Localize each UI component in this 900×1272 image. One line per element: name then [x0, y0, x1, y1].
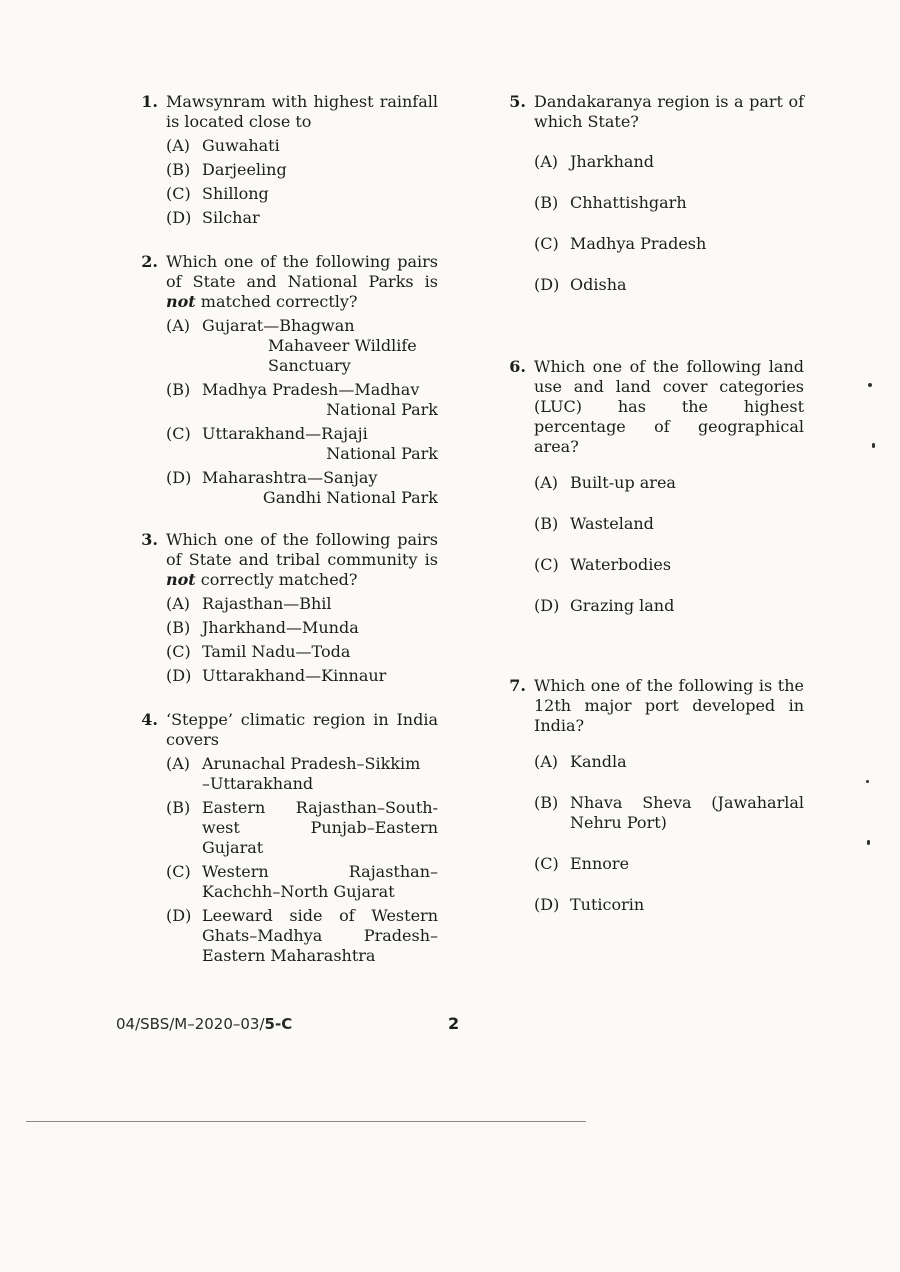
question-text: Which one of the following land use and land cover categories (LUC) has the highest percentage of geographical area? — [534, 357, 804, 456]
option-c: (C) Tamil Nadu—Toda — [166, 642, 351, 661]
option-b: (B) Madhya Pradesh—Madhav National Park — [166, 380, 438, 419]
question-number: 1. — [141, 92, 158, 111]
options — [534, 752, 804, 915]
option-c: (C) Waterbodies — [534, 555, 672, 574]
option-d: (D) Grazing land — [534, 596, 675, 615]
question-7 — [496, 676, 804, 915]
paper-code: 04/SBS/M–2020–03/5-C — [116, 1015, 293, 1033]
question-5 — [496, 92, 804, 295]
question-number: 5. — [509, 92, 526, 111]
question-text: Which one of the following is the 12th major port developed in India? — [534, 676, 804, 735]
scan-speck — [868, 383, 872, 387]
option-a: (A) Rajasthan—Bhil — [166, 594, 332, 613]
question-text: Which one of the following pairs of State and tribal community is not correctly matched? — [166, 530, 438, 589]
question-1 — [128, 92, 438, 228]
options — [166, 754, 438, 966]
option-c: (C) Shillong — [166, 184, 269, 203]
options — [166, 594, 438, 686]
right-column — [496, 92, 804, 936]
option-b: (B) Jharkhand—Munda — [166, 618, 359, 637]
scan-speck — [866, 780, 869, 783]
page-number: 2 — [448, 1014, 460, 1033]
option-d: (D) Uttarakhand—Kinnaur — [166, 666, 387, 685]
options — [166, 136, 438, 228]
question-4 — [128, 710, 438, 966]
options — [166, 316, 438, 508]
option-d: (D) Silchar — [166, 208, 260, 227]
scan-speck — [872, 443, 875, 448]
question-text: Mawsynram with highest rainfall is located close to — [166, 92, 438, 131]
option-b: (B) Darjeeling — [166, 160, 287, 179]
option-b: (B) Eastern Rajasthan–South- west Punjab–Eastern Gujarat — [166, 798, 438, 857]
option-b: (B) Wasteland — [534, 514, 654, 533]
question-number: 2. — [141, 252, 158, 271]
option-a: (A) Arunachal Pradesh–Sikkim –Uttarakhand — [166, 754, 421, 793]
option-a: (A) Gujarat—Bhagwan Mahaveer Wildlife Sanctuary — [166, 316, 417, 375]
left-column — [128, 92, 438, 970]
question-text: Which one of the following pairs of State and National Parks is not matched correctly? — [166, 252, 438, 311]
option-a: (A) Built-up area — [534, 473, 676, 492]
option-a: (A) Guwahati — [166, 136, 280, 155]
option-c: (C) Uttarakhand—Rajaji National Park — [166, 424, 438, 463]
question-number: 7. — [509, 676, 526, 695]
option-d: (D) Leeward side of Western Ghats–Madhya Pradesh– Eastern Maharashtra — [166, 906, 438, 965]
scan-speck — [867, 840, 870, 845]
option-a: (A) Kandla — [534, 752, 627, 771]
question-number: 4. — [141, 710, 158, 729]
question-text: ‘Steppe’ climatic region in India covers — [166, 710, 438, 749]
option-c: (C) Madhya Pradesh — [534, 234, 707, 253]
option-b: (B) Chhattishgarh — [534, 193, 687, 212]
question-2 — [128, 252, 438, 508]
options — [534, 152, 804, 295]
option-d: (D) Odisha — [534, 275, 627, 294]
option-a: (A) Jharkhand — [534, 152, 654, 171]
option-c: (C) Ennore — [534, 854, 630, 873]
option-d: (D) Tuticorin — [534, 895, 645, 914]
option-b: (B) Nhava Sheva (Jawaharlal Nehru Port) — [534, 793, 804, 832]
option-c: (C) Western Rajasthan– Kachchh–North Gujarat — [166, 862, 438, 901]
question-number: 6. — [509, 357, 526, 376]
options — [534, 473, 804, 616]
option-d: (D) Maharashtra—Sanjay Gandhi National Park — [166, 468, 438, 507]
divider — [26, 1121, 586, 1122]
question-number: 3. — [141, 530, 158, 549]
question-6 — [496, 357, 804, 616]
question-3 — [128, 530, 438, 686]
question-text: Dandakaranya region is a part of which State? — [534, 92, 804, 131]
